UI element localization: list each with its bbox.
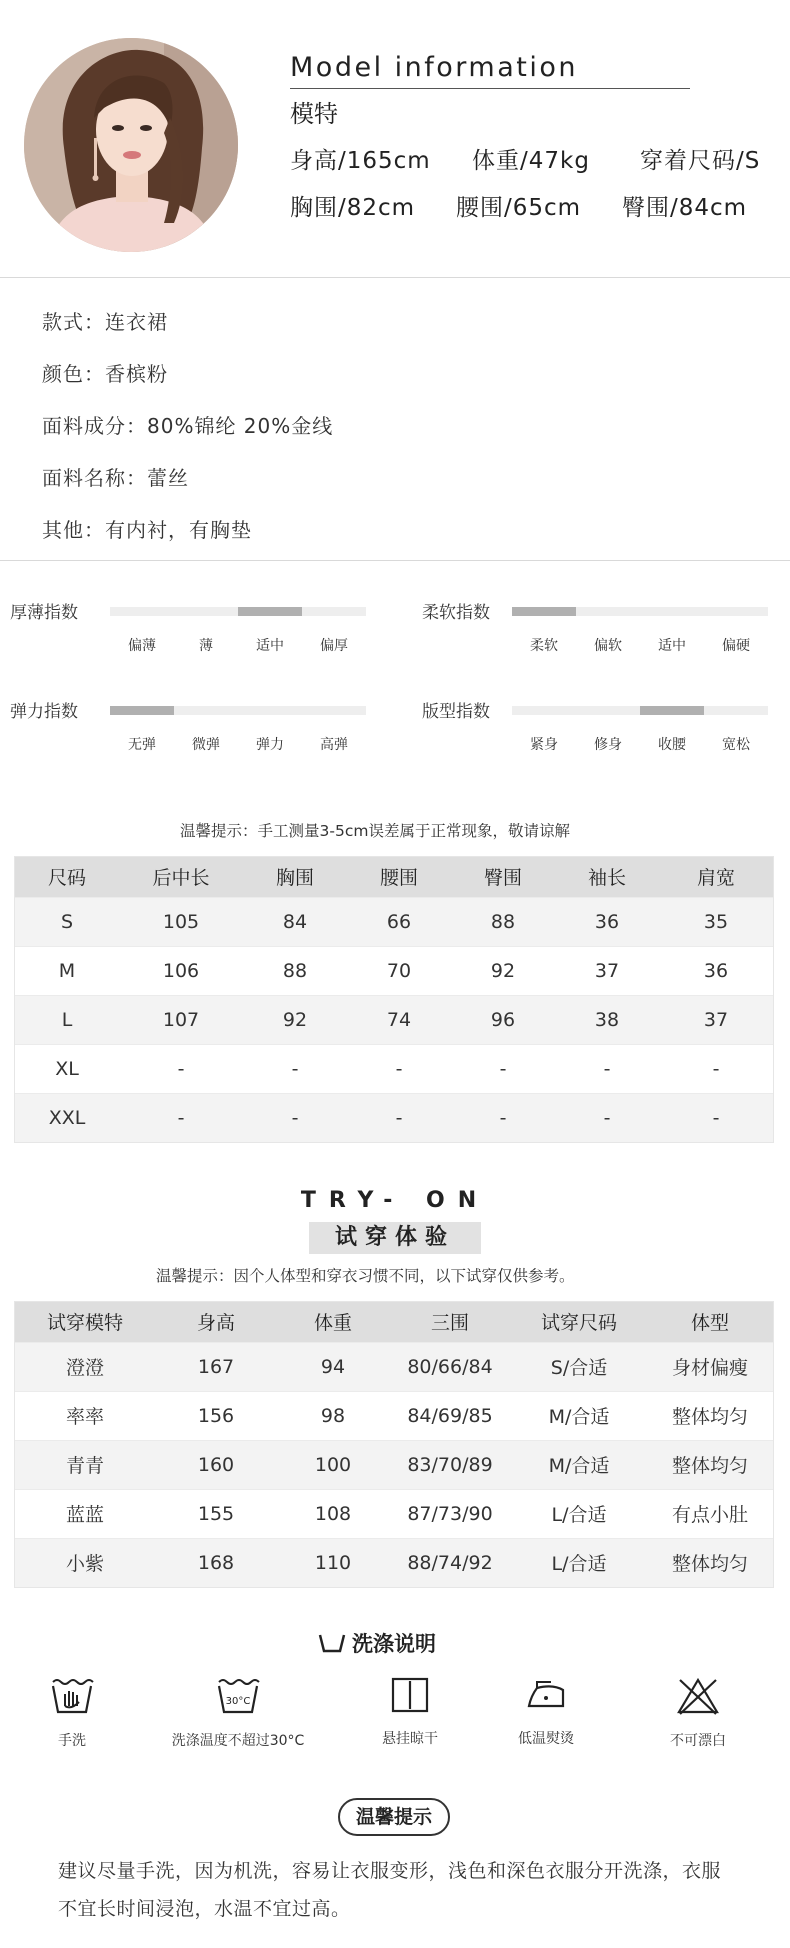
index-selected-fill [640,706,704,715]
table-cell: L [15,995,119,1044]
table-cell: 澄澄 [15,1342,155,1391]
no-bleach-icon [676,1676,720,1716]
table-cell: 96 [451,995,555,1044]
table-row [15,1342,773,1391]
table-cell: 160 [155,1440,277,1489]
model-title-rule [290,88,690,89]
index-label: 版型指数 [422,702,490,722]
hand-wash-icon [49,1676,95,1716]
table-row [15,1391,773,1440]
table-cell: 37 [659,995,773,1044]
index-option: 高弹 [320,737,348,753]
wash-item-label: 悬挂晾干 [382,1731,438,1747]
table-cell: 38 [555,995,659,1044]
table-cell: 107 [119,995,243,1044]
index-option: 弹力 [256,737,284,753]
table-cell: 整体均匀 [647,1391,773,1440]
tryon-title-en: TRY- ON [300,1188,490,1213]
table-cell: 84/69/85 [389,1391,511,1440]
index-option: 无弹 [128,737,156,753]
wash-30-icon [215,1676,261,1716]
table-cell: 110 [277,1538,389,1587]
table-cell: 80/66/84 [389,1342,511,1391]
tryon-title-cn: 试穿体验 [309,1222,481,1254]
table-cell: 92 [243,995,347,1044]
table-cell: S [15,897,119,946]
attr-other: 其他：有内衬，有胸垫 [42,518,252,542]
table-cell: L/合适 [511,1538,647,1587]
table-header-cell: 臀围 [451,857,555,897]
model-title: Model information [290,52,578,83]
table-cell: S/合适 [511,1342,647,1391]
table-header-cell: 袖长 [555,857,659,897]
table-row [15,1044,773,1093]
table-cell: 94 [277,1342,389,1391]
table-cell: 小紫 [15,1538,155,1587]
index-label: 弹力指数 [10,702,78,722]
table-cell: 整体均匀 [647,1538,773,1587]
table-row [15,1440,773,1489]
index-option: 紧身 [530,737,558,753]
table-cell: 66 [347,897,451,946]
table-cell: 88/74/92 [389,1538,511,1587]
index-option: 薄 [199,638,213,654]
tips-text: 建议尽量手洗，因为机洗，容易让衣服变形，浅色和深色衣服分开洗涤，衣服不宜长时间浸泡，水温不宜过高。 [58,1860,722,1920]
table-cell: 108 [277,1489,389,1538]
model-hip: 臀围/84cm [622,195,748,221]
table-cell: 36 [555,897,659,946]
divider [0,277,790,278]
table-cell: 98 [277,1391,389,1440]
tips-title: 温馨提示 [338,1798,450,1836]
table-cell: 70 [347,946,451,995]
table-cell: 87/73/90 [389,1489,511,1538]
table-cell: M/合适 [511,1440,647,1489]
wash-tub-icon [318,1632,346,1659]
table-cell: 率率 [15,1391,155,1440]
wash-item-iron [466,1676,626,1748]
table-header-cell: 三围 [389,1302,511,1342]
index-option: 偏软 [594,638,622,654]
model-size: 穿着尺码/S [640,148,761,174]
table-row [15,995,773,1044]
table-cell: 167 [155,1342,277,1391]
wash-30-text: 30°C [225,1696,251,1707]
table-cell: - [659,1044,773,1093]
table-cell: 有点小肚 [647,1489,773,1538]
table-cell: L/合适 [511,1489,647,1538]
size-table [15,857,773,1142]
table-cell: - [243,1044,347,1093]
wash-item-label: 低温熨烫 [518,1731,574,1747]
table-cell: 35 [659,897,773,946]
model-subtitle: 模特 [290,100,338,128]
index-option: 收腰 [658,737,686,753]
table-cell: 106 [119,946,243,995]
model-avatar [24,38,238,252]
table-cell: - [347,1044,451,1093]
index-selected-fill [238,607,302,616]
table-header-cell: 体重 [277,1302,389,1342]
table-header-cell: 后中长 [119,857,243,897]
table-header-cell: 试穿尺码 [511,1302,647,1342]
table-cell: 蓝蓝 [15,1489,155,1538]
attr-fabric: 面料名称：蕾丝 [42,466,189,490]
index-track [512,607,768,616]
index-label: 柔软指数 [422,603,490,623]
index-option: 偏硬 [722,638,750,654]
table-cell: M [15,946,119,995]
table-cell: - [451,1093,555,1142]
tryon-notice: 温馨提示：因个人体型和穿衣习惯不同，以下试穿仅供参考。 [156,1267,575,1285]
table-cell: 84 [243,897,347,946]
table-cell: 92 [451,946,555,995]
model-info-section [0,0,790,278]
table-cell: 100 [277,1440,389,1489]
attr-style: 款式：连衣裙 [42,310,168,334]
washing-title-text: 洗涤说明 [352,1632,436,1656]
table-cell: - [119,1093,243,1142]
table-cell: - [555,1093,659,1142]
model-height: 身高/165cm [290,148,431,174]
index-track [110,706,366,715]
index-track [512,706,768,715]
table-cell: 168 [155,1538,277,1587]
washing-title [318,1628,436,1659]
table-header-cell: 尺码 [15,857,119,897]
table-cell: 105 [119,897,243,946]
tryon-table [15,1302,773,1587]
table-cell: 88 [451,897,555,946]
wash-item-label: 洗涤温度不超过30°C [171,1733,305,1749]
table-cell: - [451,1044,555,1093]
model-waist: 腰围/65cm [456,195,582,221]
index-option: 柔软 [530,638,558,654]
table-cell: XL [15,1044,119,1093]
index-option: 偏厚 [320,638,348,654]
size-notice: 温馨提示：手工测量3-5cm误差属于正常现象，敬请谅解 [180,822,570,840]
index-selected-fill [110,706,174,715]
index-label: 厚薄指数 [10,603,78,623]
table-cell: - [659,1093,773,1142]
table-row [15,897,773,946]
wash-item-30 [158,1676,318,1750]
table-header-cell: 腰围 [347,857,451,897]
wash-item-hand [0,1676,152,1750]
model-weight: 体重/47kg [472,148,590,174]
table-cell: 36 [659,946,773,995]
index-selected-fill [512,607,576,616]
index-option: 宽松 [722,737,750,753]
wash-item-bleach [618,1676,778,1750]
table-cell: 青青 [15,1440,155,1489]
table-cell: - [555,1044,659,1093]
table-cell: 88 [243,946,347,995]
index-option: 修身 [594,737,622,753]
table-cell: XXL [15,1093,119,1142]
table-header-cell: 肩宽 [659,857,773,897]
index-track [110,607,366,616]
table-row [15,1093,773,1142]
table-cell: - [119,1044,243,1093]
table-header-cell: 体型 [647,1302,773,1342]
table-cell: - [347,1093,451,1142]
table-cell: 74 [347,995,451,1044]
attr-color: 颜色：香槟粉 [42,362,168,386]
table-cell: 37 [555,946,659,995]
wash-item-label: 手洗 [58,1733,86,1749]
table-cell: - [243,1093,347,1142]
divider [0,560,790,561]
table-header-cell: 试穿模特 [15,1302,155,1342]
low-iron-icon [523,1676,569,1714]
hang-dry-icon [390,1676,430,1714]
table-header-cell: 胸围 [243,857,347,897]
table-row [15,946,773,995]
table-cell: M/合适 [511,1391,647,1440]
table-header-cell: 身高 [155,1302,277,1342]
table-cell: 整体均匀 [647,1440,773,1489]
index-option: 适中 [256,638,284,654]
wash-item-label: 不可漂白 [670,1733,726,1749]
model-bust: 胸围/82cm [290,195,416,221]
attr-composition: 面料成分：80%锦纶 20%金线 [42,414,334,438]
table-row [15,1489,773,1538]
table-cell: 155 [155,1489,277,1538]
table-row [15,1538,773,1587]
index-option: 适中 [658,638,686,654]
index-option: 偏薄 [128,638,156,654]
table-cell: 身材偏瘦 [647,1342,773,1391]
table-cell: 83/70/89 [389,1440,511,1489]
index-option: 微弹 [192,737,220,753]
table-cell: 156 [155,1391,277,1440]
